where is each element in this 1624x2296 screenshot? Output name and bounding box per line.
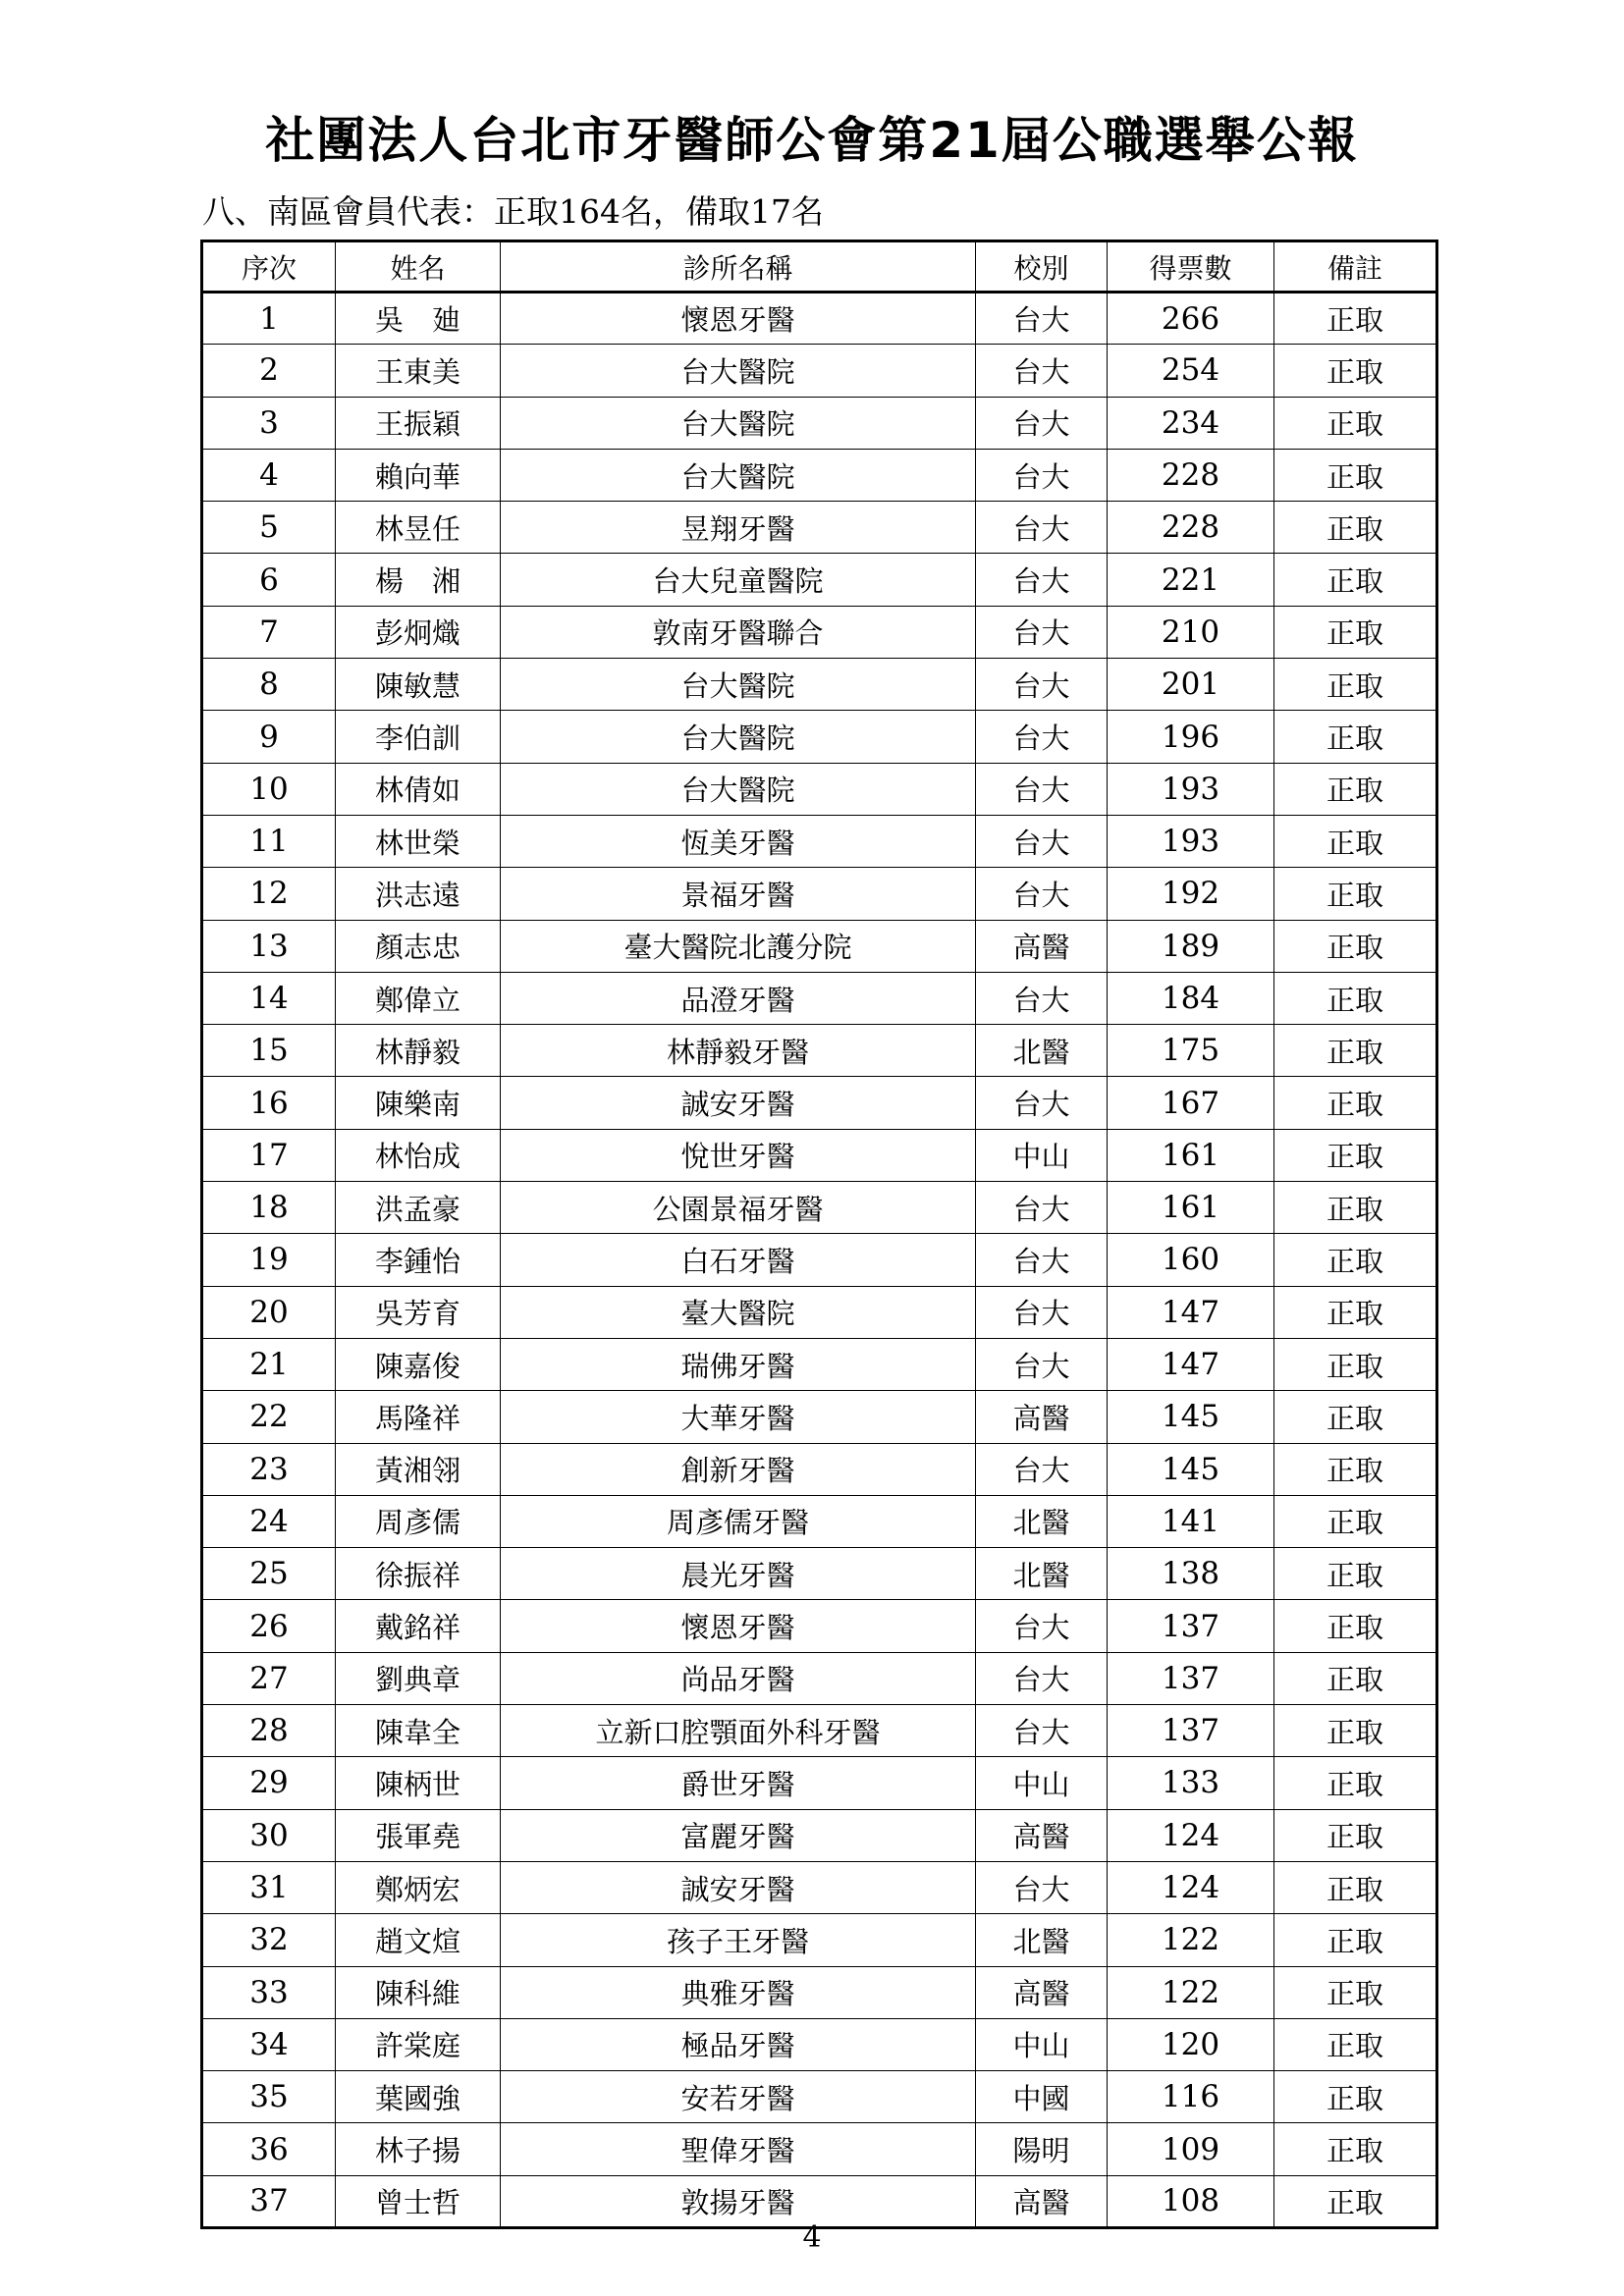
- cell-votes: 160: [1108, 1234, 1274, 1286]
- cell-school: 高醫: [976, 1809, 1108, 1861]
- cell-school: 台大: [976, 345, 1108, 397]
- cell-votes: 137: [1108, 1652, 1274, 1704]
- cell-remark: 正取: [1274, 1914, 1437, 1966]
- table-row: [202, 1495, 1437, 1547]
- cell-school: 北醫: [976, 1025, 1108, 1077]
- cell-votes: 221: [1108, 554, 1274, 606]
- cell-clinic: 富麗牙醫: [501, 1809, 976, 1861]
- cell-school: 中山: [976, 1757, 1108, 1809]
- header-remark: 備註: [1274, 241, 1437, 293]
- cell-name: 顏志忠: [336, 920, 501, 972]
- table-row: [202, 345, 1437, 397]
- cell-votes: 145: [1108, 1391, 1274, 1443]
- cell-rank: 23: [202, 1443, 336, 1495]
- cell-school: 中山: [976, 2018, 1108, 2070]
- cell-clinic: 懷恩牙醫: [501, 1600, 976, 1652]
- table-row: [202, 1391, 1437, 1443]
- cell-remark: 正取: [1274, 606, 1437, 658]
- cell-name: 王振穎: [336, 397, 501, 449]
- cell-name: 林昱任: [336, 502, 501, 554]
- cell-votes: 147: [1108, 1338, 1274, 1390]
- cell-school: 台大: [976, 815, 1108, 867]
- cell-name: 許棠庭: [336, 2018, 501, 2070]
- cell-name: 林倩如: [336, 763, 501, 815]
- cell-school: 台大: [976, 1234, 1108, 1286]
- cell-school: 台大: [976, 554, 1108, 606]
- cell-clinic: 尚品牙醫: [501, 1652, 976, 1704]
- cell-votes: 120: [1108, 2018, 1274, 2070]
- table-row: [202, 1600, 1437, 1652]
- cell-votes: 133: [1108, 1757, 1274, 1809]
- cell-votes: 141: [1108, 1495, 1274, 1547]
- table-row: [202, 397, 1437, 449]
- cell-votes: 196: [1108, 711, 1274, 763]
- cell-rank: 25: [202, 1548, 336, 1600]
- cell-clinic: 典雅牙醫: [501, 1966, 976, 2018]
- cell-rank: 10: [202, 763, 336, 815]
- cell-votes: 124: [1108, 1809, 1274, 1861]
- cell-school: 台大: [976, 659, 1108, 711]
- cell-remark: 正取: [1274, 972, 1437, 1024]
- cell-name: 洪孟豪: [336, 1182, 501, 1234]
- cell-name: 陳樂南: [336, 1077, 501, 1129]
- cell-clinic: 臺大醫院: [501, 1286, 976, 1338]
- cell-name: 李鍾怡: [336, 1234, 501, 1286]
- cell-votes: 192: [1108, 868, 1274, 920]
- cell-clinic: 瑞佛牙醫: [501, 1338, 976, 1390]
- cell-school: 台大: [976, 1286, 1108, 1338]
- cell-votes: 108: [1108, 2175, 1274, 2227]
- cell-rank: 34: [202, 2018, 336, 2070]
- cell-remark: 正取: [1274, 1234, 1437, 1286]
- cell-clinic: 懷恩牙醫: [501, 293, 976, 345]
- cell-school: 北醫: [976, 1914, 1108, 1966]
- table-row: [202, 1705, 1437, 1757]
- cell-name: 林靜毅: [336, 1025, 501, 1077]
- cell-remark: 正取: [1274, 502, 1437, 554]
- cell-school: 台大: [976, 606, 1108, 658]
- cell-school: 台大: [976, 1077, 1108, 1129]
- cell-rank: 6: [202, 554, 336, 606]
- cell-clinic: 台大醫院: [501, 659, 976, 711]
- cell-rank: 26: [202, 1600, 336, 1652]
- cell-school: 台大: [976, 1600, 1108, 1652]
- cell-name: 葉國強: [336, 2071, 501, 2123]
- cell-rank: 14: [202, 972, 336, 1024]
- cell-rank: 31: [202, 1861, 336, 1913]
- cell-name: 王東美: [336, 345, 501, 397]
- cell-name: 戴銘祥: [336, 1600, 501, 1652]
- cell-name: 趙文煊: [336, 1914, 501, 1966]
- cell-clinic: 林靜毅牙醫: [501, 1025, 976, 1077]
- cell-remark: 正取: [1274, 1286, 1437, 1338]
- cell-remark: 正取: [1274, 345, 1437, 397]
- table-row: [202, 1077, 1437, 1129]
- cell-rank: 3: [202, 397, 336, 449]
- cell-name: 楊 湘: [336, 554, 501, 606]
- table-row: [202, 1286, 1437, 1338]
- cell-school: 台大: [976, 397, 1108, 449]
- cell-clinic: 白石牙醫: [501, 1234, 976, 1286]
- cell-name: 劉典章: [336, 1652, 501, 1704]
- cell-votes: 228: [1108, 449, 1274, 501]
- cell-clinic: 台大兒童醫院: [501, 554, 976, 606]
- cell-school: 中國: [976, 2071, 1108, 2123]
- cell-votes: 124: [1108, 1861, 1274, 1913]
- election-results-table: [200, 240, 1438, 2229]
- cell-votes: 228: [1108, 502, 1274, 554]
- cell-school: 台大: [976, 868, 1108, 920]
- cell-remark: 正取: [1274, 711, 1437, 763]
- cell-school: 台大: [976, 711, 1108, 763]
- cell-rank: 13: [202, 920, 336, 972]
- table-row: [202, 554, 1437, 606]
- header-rank: 序次: [202, 241, 336, 293]
- cell-votes: 109: [1108, 2123, 1274, 2175]
- cell-votes: 137: [1108, 1600, 1274, 1652]
- cell-rank: 17: [202, 1129, 336, 1181]
- cell-remark: 正取: [1274, 2123, 1437, 2175]
- cell-remark: 正取: [1274, 1391, 1437, 1443]
- cell-clinic: 悅世牙醫: [501, 1129, 976, 1181]
- table-body: [202, 293, 1437, 2228]
- cell-rank: 30: [202, 1809, 336, 1861]
- cell-remark: 正取: [1274, 2071, 1437, 2123]
- page-number: 4: [802, 2220, 822, 2255]
- cell-rank: 9: [202, 711, 336, 763]
- cell-clinic: 品澄牙醫: [501, 972, 976, 1024]
- cell-remark: 正取: [1274, 1077, 1437, 1129]
- cell-clinic: 創新牙醫: [501, 1443, 976, 1495]
- cell-votes: 254: [1108, 345, 1274, 397]
- table-row: [202, 1548, 1437, 1600]
- cell-rank: 29: [202, 1757, 336, 1809]
- cell-clinic: 爵世牙醫: [501, 1757, 976, 1809]
- cell-rank: 28: [202, 1705, 336, 1757]
- cell-name: 周彥儒: [336, 1495, 501, 1547]
- cell-school: 台大: [976, 502, 1108, 554]
- cell-clinic: 大華牙醫: [501, 1391, 976, 1443]
- header-school: 校別: [976, 241, 1108, 293]
- cell-school: 北醫: [976, 1495, 1108, 1547]
- cell-school: 高醫: [976, 2175, 1108, 2227]
- cell-rank: 22: [202, 1391, 336, 1443]
- cell-rank: 21: [202, 1338, 336, 1390]
- cell-votes: 122: [1108, 1966, 1274, 2018]
- cell-votes: 266: [1108, 293, 1274, 345]
- cell-rank: 35: [202, 2071, 336, 2123]
- table-row: [202, 659, 1437, 711]
- cell-school: 高醫: [976, 1966, 1108, 2018]
- table-row: [202, 1129, 1437, 1181]
- cell-remark: 正取: [1274, 293, 1437, 345]
- cell-clinic: 誠安牙醫: [501, 1077, 976, 1129]
- cell-votes: 193: [1108, 815, 1274, 867]
- cell-votes: 234: [1108, 397, 1274, 449]
- cell-rank: 8: [202, 659, 336, 711]
- cell-clinic: 景福牙醫: [501, 868, 976, 920]
- cell-name: 洪志遠: [336, 868, 501, 920]
- table-row: [202, 1914, 1437, 1966]
- cell-name: 吳 廸: [336, 293, 501, 345]
- cell-clinic: 恆美牙醫: [501, 815, 976, 867]
- cell-name: 林子揚: [336, 2123, 501, 2175]
- table-row: [202, 1443, 1437, 1495]
- cell-clinic: 周彥儒牙醫: [501, 1495, 976, 1547]
- cell-school: 台大: [976, 1652, 1108, 1704]
- cell-rank: 2: [202, 345, 336, 397]
- cell-name: 鄭偉立: [336, 972, 501, 1024]
- table-row: [202, 449, 1437, 501]
- table-row: [202, 711, 1437, 763]
- cell-school: 陽明: [976, 2123, 1108, 2175]
- table-row: [202, 868, 1437, 920]
- cell-name: 陳嘉俊: [336, 1338, 501, 1390]
- cell-school: 台大: [976, 1861, 1108, 1913]
- cell-rank: 37: [202, 2175, 336, 2227]
- cell-rank: 15: [202, 1025, 336, 1077]
- cell-school: 台大: [976, 972, 1108, 1024]
- table-row: [202, 1861, 1437, 1913]
- table-row: [202, 920, 1437, 972]
- cell-votes: 161: [1108, 1129, 1274, 1181]
- cell-rank: 16: [202, 1077, 336, 1129]
- cell-clinic: 台大醫院: [501, 345, 976, 397]
- cell-name: 陳敏慧: [336, 659, 501, 711]
- cell-clinic: 臺大醫院北護分院: [501, 920, 976, 972]
- document-title: 社團法人台北市牙醫師公會第21屆公職選舉公報: [265, 112, 1359, 169]
- table-row: [202, 815, 1437, 867]
- cell-clinic: 公園景福牙醫: [501, 1182, 976, 1234]
- table-row: [202, 2018, 1437, 2070]
- cell-remark: 正取: [1274, 1495, 1437, 1547]
- cell-school: 台大: [976, 449, 1108, 501]
- table-row: [202, 1182, 1437, 1234]
- cell-remark: 正取: [1274, 1652, 1437, 1704]
- cell-school: 台大: [976, 763, 1108, 815]
- cell-rank: 32: [202, 1914, 336, 1966]
- cell-rank: 1: [202, 293, 336, 345]
- cell-name: 曾士哲: [336, 2175, 501, 2227]
- cell-votes: 116: [1108, 2071, 1274, 2123]
- cell-clinic: 台大醫院: [501, 397, 976, 449]
- table-row: [202, 1234, 1437, 1286]
- cell-name: 徐振祥: [336, 1548, 501, 1600]
- cell-remark: 正取: [1274, 920, 1437, 972]
- cell-clinic: 安若牙醫: [501, 2071, 976, 2123]
- cell-remark: 正取: [1274, 2018, 1437, 2070]
- cell-remark: 正取: [1274, 868, 1437, 920]
- cell-votes: 145: [1108, 1443, 1274, 1495]
- header-votes: 得票數: [1108, 241, 1274, 293]
- cell-clinic: 極品牙醫: [501, 2018, 976, 2070]
- cell-remark: 正取: [1274, 1025, 1437, 1077]
- cell-name: 吳芳育: [336, 1286, 501, 1338]
- cell-school: 高醫: [976, 920, 1108, 972]
- cell-votes: 138: [1108, 1548, 1274, 1600]
- cell-clinic: 敦揚牙醫: [501, 2175, 976, 2227]
- cell-rank: 18: [202, 1182, 336, 1234]
- table-row: [202, 972, 1437, 1024]
- table-row: [202, 2123, 1437, 2175]
- cell-remark: 正取: [1274, 1548, 1437, 1600]
- cell-school: 台大: [976, 1338, 1108, 1390]
- cell-name: 林世榮: [336, 815, 501, 867]
- cell-school: 台大: [976, 1443, 1108, 1495]
- cell-school: 高醫: [976, 1391, 1108, 1443]
- cell-remark: 正取: [1274, 659, 1437, 711]
- cell-remark: 正取: [1274, 1966, 1437, 2018]
- cell-votes: 147: [1108, 1286, 1274, 1338]
- cell-school: 台大: [976, 293, 1108, 345]
- cell-remark: 正取: [1274, 1443, 1437, 1495]
- header-clinic: 診所名稱: [501, 241, 976, 293]
- cell-remark: 正取: [1274, 1338, 1437, 1390]
- cell-rank: 27: [202, 1652, 336, 1704]
- table-row: [202, 1338, 1437, 1390]
- cell-clinic: 晨光牙醫: [501, 1548, 976, 1600]
- cell-votes: 210: [1108, 606, 1274, 658]
- cell-rank: 5: [202, 502, 336, 554]
- cell-clinic: 誠安牙醫: [501, 1861, 976, 1913]
- cell-votes: 167: [1108, 1077, 1274, 1129]
- cell-clinic: 台大醫院: [501, 763, 976, 815]
- cell-name: 李伯訓: [336, 711, 501, 763]
- cell-rank: 36: [202, 2123, 336, 2175]
- table-row: [202, 1757, 1437, 1809]
- cell-name: 陳韋全: [336, 1705, 501, 1757]
- cell-remark: 正取: [1274, 1809, 1437, 1861]
- cell-school: 中山: [976, 1129, 1108, 1181]
- header-name: 姓名: [336, 241, 501, 293]
- cell-name: 張軍堯: [336, 1809, 501, 1861]
- cell-name: 陳柄世: [336, 1757, 501, 1809]
- cell-rank: 20: [202, 1286, 336, 1338]
- table-row: [202, 1025, 1437, 1077]
- cell-rank: 4: [202, 449, 336, 501]
- cell-remark: 正取: [1274, 1757, 1437, 1809]
- cell-remark: 正取: [1274, 815, 1437, 867]
- section-heading: 八、南區會員代表：正取164名，備取17名: [202, 192, 824, 231]
- cell-remark: 正取: [1274, 449, 1437, 501]
- table-row: [202, 1809, 1437, 1861]
- cell-rank: 7: [202, 606, 336, 658]
- cell-school: 北醫: [976, 1548, 1108, 1600]
- cell-school: 台大: [976, 1182, 1108, 1234]
- table-row: [202, 502, 1437, 554]
- cell-remark: 正取: [1274, 2175, 1437, 2227]
- table-row: [202, 1966, 1437, 2018]
- cell-clinic: 敦南牙醫聯合: [501, 606, 976, 658]
- cell-votes: 189: [1108, 920, 1274, 972]
- cell-name: 賴向華: [336, 449, 501, 501]
- cell-remark: 正取: [1274, 763, 1437, 815]
- cell-rank: 12: [202, 868, 336, 920]
- table-row: [202, 1652, 1437, 1704]
- cell-remark: 正取: [1274, 554, 1437, 606]
- cell-votes: 184: [1108, 972, 1274, 1024]
- cell-clinic: 聖偉牙醫: [501, 2123, 976, 2175]
- cell-votes: 193: [1108, 763, 1274, 815]
- table-row: [202, 606, 1437, 658]
- cell-rank: 11: [202, 815, 336, 867]
- cell-name: 黃湘翎: [336, 1443, 501, 1495]
- table-header-row: [202, 241, 1437, 293]
- cell-remark: 正取: [1274, 397, 1437, 449]
- cell-school: 台大: [976, 1705, 1108, 1757]
- cell-name: 林怡成: [336, 1129, 501, 1181]
- cell-votes: 201: [1108, 659, 1274, 711]
- cell-clinic: 台大醫院: [501, 449, 976, 501]
- cell-name: 彭炯熾: [336, 606, 501, 658]
- cell-clinic: 孩子王牙醫: [501, 1914, 976, 1966]
- cell-votes: 137: [1108, 1705, 1274, 1757]
- cell-name: 馬隆祥: [336, 1391, 501, 1443]
- cell-name: 陳科維: [336, 1966, 501, 2018]
- cell-remark: 正取: [1274, 1129, 1437, 1181]
- cell-clinic: 台大醫院: [501, 711, 976, 763]
- cell-votes: 175: [1108, 1025, 1274, 1077]
- table-row: [202, 2071, 1437, 2123]
- cell-rank: 33: [202, 1966, 336, 2018]
- table-row: [202, 763, 1437, 815]
- cell-remark: 正取: [1274, 1861, 1437, 1913]
- cell-remark: 正取: [1274, 1182, 1437, 1234]
- cell-votes: 122: [1108, 1914, 1274, 1966]
- cell-rank: 24: [202, 1495, 336, 1547]
- cell-votes: 161: [1108, 1182, 1274, 1234]
- cell-clinic: 昱翔牙醫: [501, 502, 976, 554]
- cell-rank: 19: [202, 1234, 336, 1286]
- table-row: [202, 293, 1437, 345]
- cell-remark: 正取: [1274, 1600, 1437, 1652]
- cell-clinic: 立新口腔顎面外科牙醫: [501, 1705, 976, 1757]
- cell-name: 鄭炳宏: [336, 1861, 501, 1913]
- cell-remark: 正取: [1274, 1705, 1437, 1757]
